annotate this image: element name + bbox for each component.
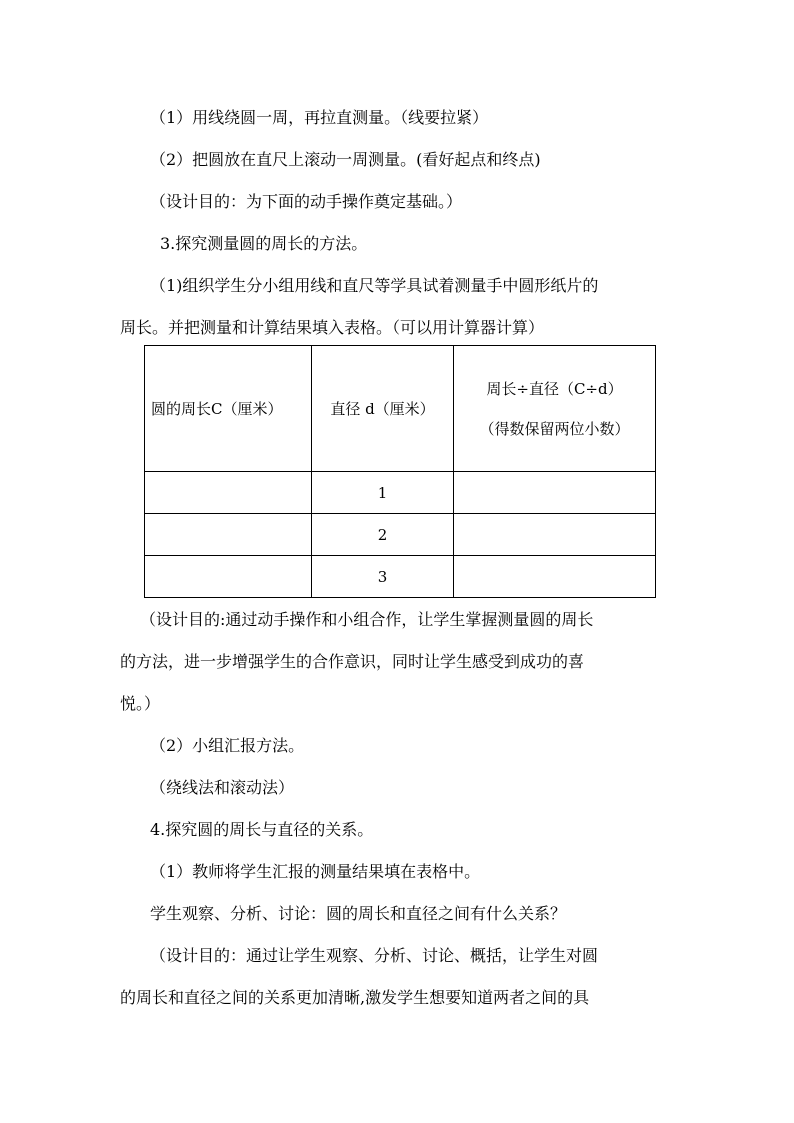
paragraph-design-purpose-2-cont: 的方法，进一步增强学生的合作意识，同时让学生感受到成功的喜	[120, 652, 585, 671]
paragraph-group-measure-cont: 周长。并把测量和计算结果填入表格。（可以用计算器计算）	[120, 318, 545, 337]
cell-ratio	[454, 556, 656, 598]
cell-diameter: 2	[312, 514, 454, 556]
paragraph-measure-string: （1）用线绕圆一周，再拉直测量。（线要拉紧）	[150, 108, 489, 127]
header-ratio	[454, 346, 656, 472]
paragraph-design-purpose-3: （设计目的：通过让学生观察、分析、讨论、概括，让学生对圆	[150, 946, 599, 965]
table-header-row	[145, 346, 656, 472]
paragraph-group-measure: （1)组织学生分小组用线和直尺等学具试着测量手中圆形纸片的	[150, 276, 599, 295]
paragraph-student-discuss: 学生观察、分析、讨论：圆的周长和直径之间有什么关系？	[150, 904, 567, 923]
cell-circumference	[145, 514, 312, 556]
paragraph-group-report: （2）小组汇报方法。	[150, 736, 305, 755]
paragraph-design-purpose-2-end: 悦。）	[120, 694, 161, 713]
cell-diameter: 1	[312, 472, 454, 514]
table-row	[145, 472, 656, 514]
paragraph-methods: （绕线法和滚动法）	[150, 778, 295, 797]
table-row	[145, 556, 656, 598]
cell-ratio	[454, 514, 656, 556]
header-diameter: 直径 d（厘米）	[312, 346, 454, 472]
paragraph-measure-roll: （2）把圆放在直尺上滚动一周测量。(看好起点和终点)	[150, 150, 541, 169]
measurement-table	[144, 345, 656, 598]
header-circumference: 圆的周长C（厘米）	[145, 346, 312, 472]
paragraph-design-purpose-1: （设计目的：为下面的动手操作奠定基础。）	[150, 192, 463, 211]
section-heading-3: 3.探究测量圆的周长的方法。	[160, 234, 368, 253]
paragraph-design-purpose-2: （设计目的:通过动手操作和小组合作，让学生掌握测量圆的周长	[140, 610, 594, 629]
header-ratio-line2: （得数保留两位小数）	[479, 419, 630, 438]
paragraph-teacher-fill: （1）教师将学生汇报的测量结果填在表格中。	[150, 862, 481, 881]
cell-circumference	[145, 472, 312, 514]
table-row	[145, 514, 656, 556]
paragraph-design-purpose-3-cont: 的周长和直径之间的关系更加清晰,激发学生想要知道两者之间的具	[120, 988, 590, 1007]
header-ratio-line1: 周长÷直径（C÷d）	[486, 379, 623, 398]
cell-ratio	[454, 472, 656, 514]
cell-diameter: 3	[312, 556, 454, 598]
cell-circumference	[145, 556, 312, 598]
section-heading-4: 4.探究圆的周长与直径的关系。	[150, 820, 374, 839]
